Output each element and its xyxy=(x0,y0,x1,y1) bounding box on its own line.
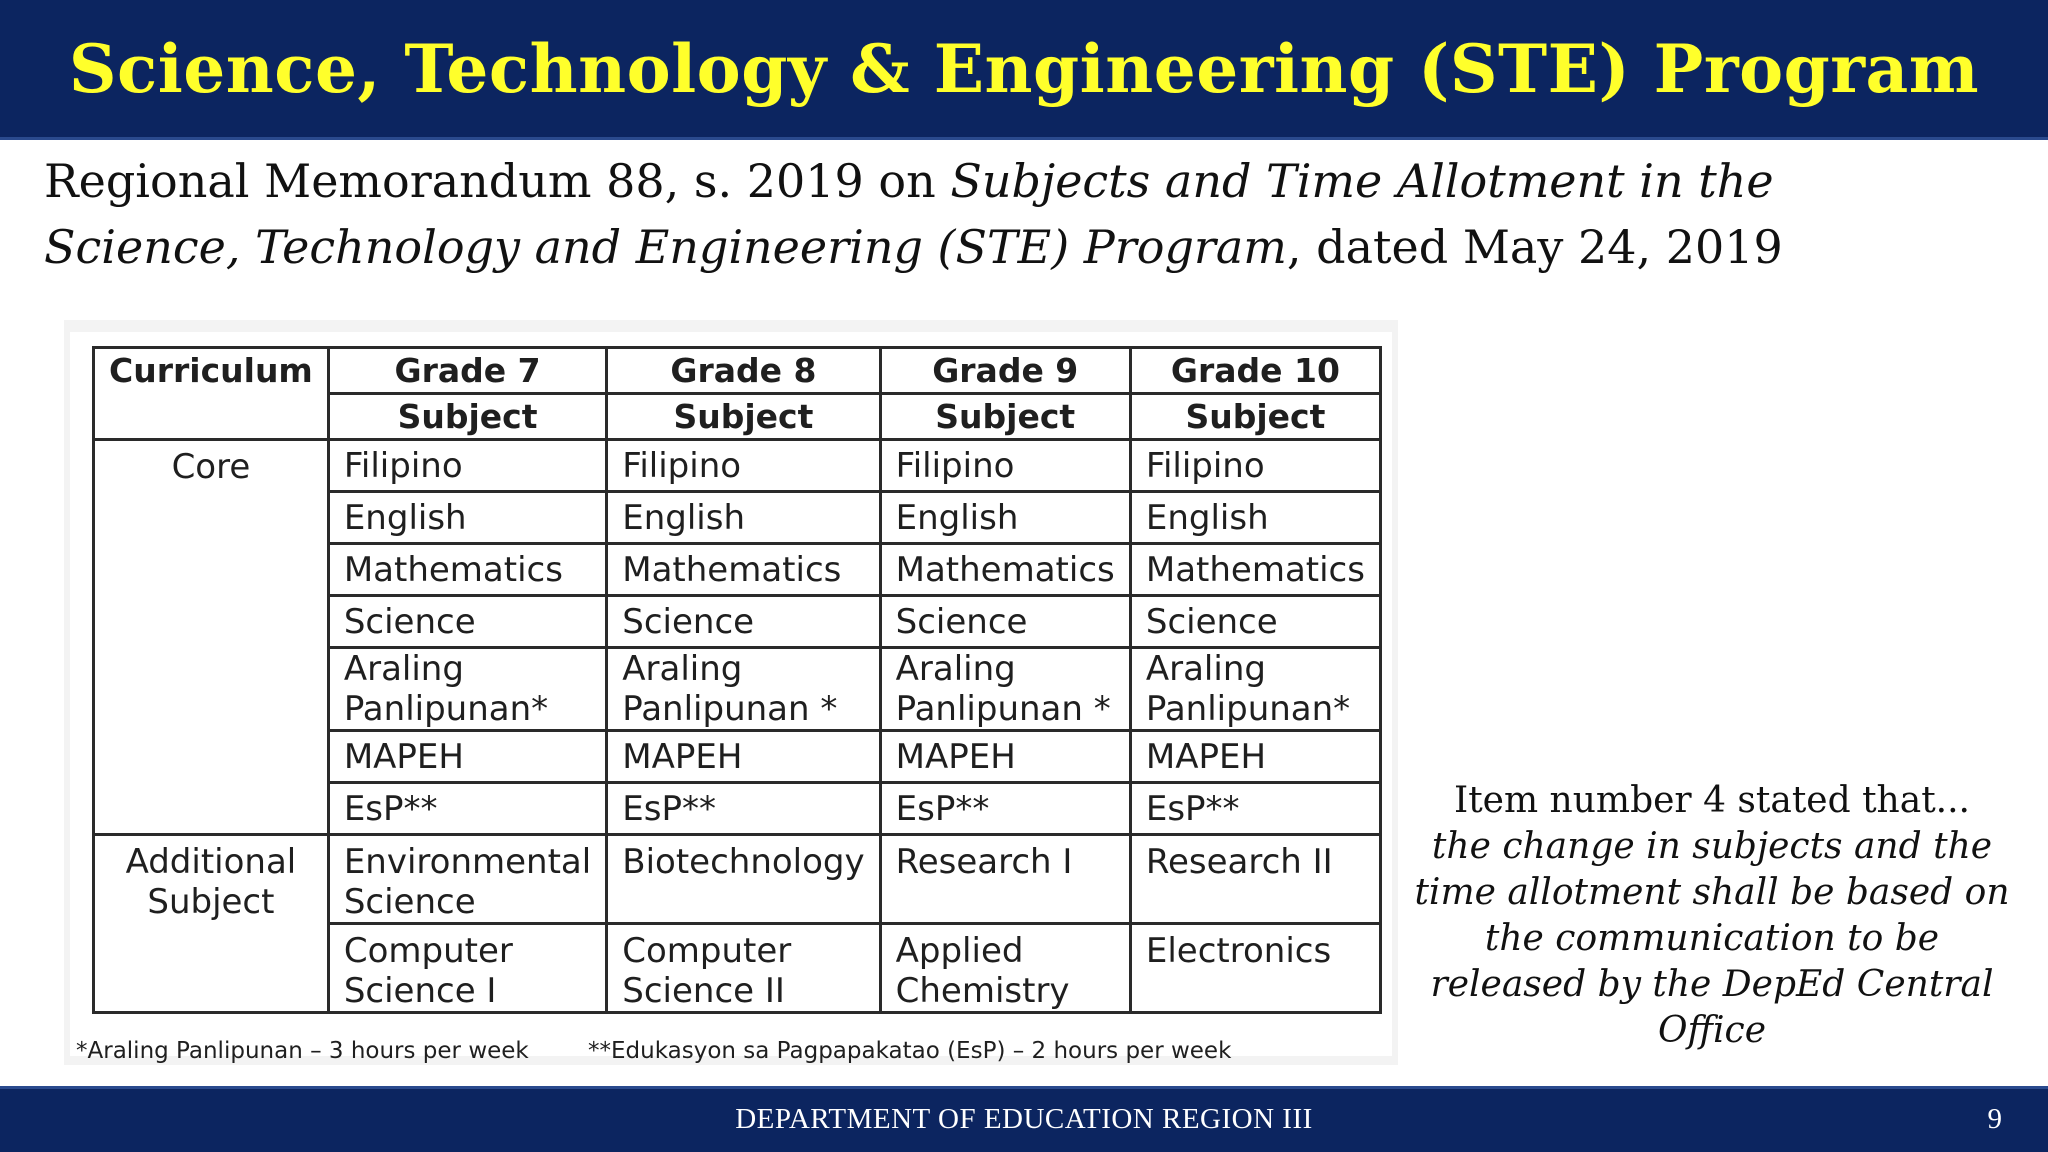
memo-suffix: , dated May 24, 2019 xyxy=(1286,220,1783,274)
table-cell: Mathematics xyxy=(328,544,606,596)
grade-header: Grade 8 xyxy=(607,348,880,394)
footer-bar xyxy=(0,1086,2048,1152)
subject-header: Subject xyxy=(328,394,606,440)
table-cell: Araling Panlipunan* xyxy=(328,648,606,731)
memo-prefix: Regional Memorandum 88, s. 2019 on xyxy=(44,154,951,208)
table-row xyxy=(94,440,1381,492)
title-bar xyxy=(0,0,2048,140)
table-cell: EsP** xyxy=(1130,783,1380,835)
memo-italic-line1: Subjects and Time Allotment in the xyxy=(950,154,1774,208)
table-cell: Filipino xyxy=(607,440,880,492)
table-cell: Environmental Science xyxy=(328,835,606,924)
table-cell: Filipino xyxy=(328,440,606,492)
memo-text xyxy=(44,148,2004,280)
additional-category: Additional Subject xyxy=(94,835,329,1013)
table-cell: Applied Chemistry xyxy=(880,924,1130,1013)
subject-table-image xyxy=(64,320,1398,1065)
table-cell: Mathematics xyxy=(607,544,880,596)
page-number: 9 xyxy=(1987,1103,2002,1135)
table-cell: EsP** xyxy=(328,783,606,835)
table-cell: Araling Panlipunan* xyxy=(1130,648,1380,731)
table-cell: Computer Science I xyxy=(328,924,606,1013)
subject-header: Subject xyxy=(607,394,880,440)
side-note-intro: Item number 4 stated that... xyxy=(1453,780,1970,821)
table-cell: Science xyxy=(328,596,606,648)
table-cell: English xyxy=(880,492,1130,544)
table-cell: MAPEH xyxy=(1130,731,1380,783)
table-cell: EsP** xyxy=(607,783,880,835)
table-cell: Filipino xyxy=(880,440,1130,492)
table-cell: MAPEH xyxy=(328,731,606,783)
table-cell: English xyxy=(1130,492,1380,544)
memo-italic-line2: Science, Technology and Engineering (STE) Program xyxy=(44,220,1287,274)
table-cell: Biotechnology xyxy=(607,835,880,924)
table-header-row xyxy=(94,348,1381,394)
side-note-italic: the change in subjects and the time allotment shall be based on the communication to be released by the DepEd Central Office xyxy=(1414,826,2010,1051)
grade-header: Grade 10 xyxy=(1130,348,1380,394)
table-cell: Research I xyxy=(880,835,1130,924)
table-cell: MAPEH xyxy=(880,731,1130,783)
table-cell: English xyxy=(328,492,606,544)
table-cell: EsP** xyxy=(880,783,1130,835)
table-cell: Electronics xyxy=(1130,924,1380,1013)
footnote-esp: **Edukasyon sa Pagpapakatao (EsP) – 2 hours per week xyxy=(588,1038,1232,1064)
table-cell: Filipino xyxy=(1130,440,1380,492)
subject-table xyxy=(92,346,1382,1014)
grade-header: Grade 9 xyxy=(880,348,1130,394)
table-cell: MAPEH xyxy=(607,731,880,783)
table-cell: Science xyxy=(607,596,880,648)
table-cell: Computer Science II xyxy=(607,924,880,1013)
table-cell: English xyxy=(607,492,880,544)
core-category: Core xyxy=(94,440,329,835)
subject-header: Subject xyxy=(1130,394,1380,440)
footnote-araling: *Araling Panlipunan – 3 hours per week xyxy=(76,1038,529,1064)
grade-header: Grade 7 xyxy=(328,348,606,394)
table-cell: Research II xyxy=(1130,835,1380,924)
table-cell: Science xyxy=(880,596,1130,648)
table-cell: Araling Panlipunan * xyxy=(607,648,880,731)
table-cell: Mathematics xyxy=(880,544,1130,596)
table-cell: Araling Panlipunan * xyxy=(880,648,1130,731)
side-note xyxy=(1404,778,2020,1054)
curriculum-header: Curriculum xyxy=(94,348,329,440)
footer-department: DEPARTMENT OF EDUCATION REGION III xyxy=(735,1103,1313,1135)
slide-title: Science, Technology & Engineering (STE) Program xyxy=(68,29,1980,108)
table-cell: Mathematics xyxy=(1130,544,1380,596)
table-cell: Science xyxy=(1130,596,1380,648)
table-row xyxy=(94,835,1381,924)
table-paper xyxy=(70,332,1392,1064)
subject-header: Subject xyxy=(880,394,1130,440)
